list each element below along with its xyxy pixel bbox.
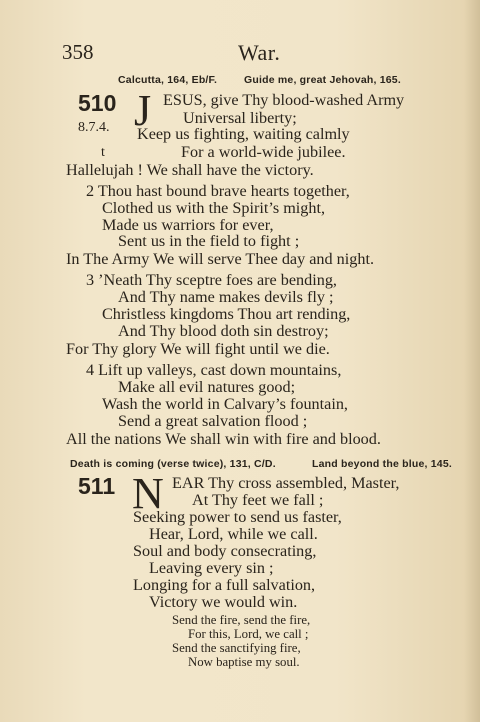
hymn-line: Wash the world in Calvary’s fountain, [102, 395, 348, 413]
meter-mark: t [101, 145, 105, 160]
running-title: War. [238, 40, 281, 65]
tune-name: Death is coming (verse twice), 131, C/D. [70, 458, 276, 470]
tune-name: Calcutta, 164, Eb/F. [118, 74, 218, 86]
hymn-line: Clothed us with the Spirit’s might, [102, 199, 326, 217]
hymn-line: Sent us in the field to fight ; [118, 232, 300, 250]
page-header [62, 40, 442, 68]
hymn-line: And Thy blood doth sin destroy; [118, 322, 329, 340]
tune-name: Land beyond the blue, 145. [312, 458, 452, 470]
hymn-line: Victory we would win. [149, 593, 298, 611]
hymn-line: Keep us fighting, waiting calmly [137, 125, 350, 143]
chorus-line: Now baptise my soul. [188, 655, 300, 669]
hymn-line: Universal liberty; [183, 109, 297, 127]
hymn-line: Christless kingdoms Thou art rending, [102, 305, 351, 323]
hymn-line: And Thy name makes devils fly ; [118, 288, 334, 306]
hymn-line: EAR Thy cross assembled, Master, [172, 474, 400, 492]
hymn-line: In The Army We will serve Thee day and night. [66, 250, 374, 268]
chorus-line: For this, Lord, we call ; [188, 627, 309, 641]
hymn-number: 510 [78, 90, 117, 116]
hymn-line: At Thy feet we fall ; [192, 491, 324, 509]
hymn-meter: 8.7.4. [78, 120, 110, 135]
hymn-line: Make all evil natures good; [118, 378, 296, 396]
hymn-line: 3 ’Neath Thy sceptre foes are bending, [86, 271, 337, 289]
hymn-number: 511 [78, 473, 116, 499]
tune-name: Guide me, great Jehovah, 165. [244, 74, 401, 86]
hymn-line: Made us warriors for ever, [102, 216, 274, 234]
chorus-line: Send the fire, send the fire, [172, 613, 311, 627]
page-number: 358 [62, 40, 94, 64]
hymn-line: 4 Lift up valleys, cast down mountains, [86, 361, 342, 379]
hymn-line: Hear, Lord, while we call. [149, 525, 318, 543]
hymn-line: Leaving every sin ; [149, 559, 274, 577]
hymn-line: ESUS, give Thy blood-washed Army [163, 91, 405, 109]
hymn-line: Soul and body consecrating, [133, 542, 317, 560]
hymn-line: Send a great salvation flood ; [118, 412, 308, 430]
hymn-line: All the nations We shall win with fire and blood. [66, 430, 381, 448]
hymn-line: For a world-wide jubilee. [181, 143, 346, 161]
drop-cap: J [134, 86, 152, 135]
hymn-line: Hallelujah ! We shall have the victory. [66, 161, 314, 179]
page-edge-shadow [464, 0, 480, 722]
drop-cap: N [132, 469, 164, 518]
hymn-line: 2 Thou hast bound brave hearts together, [86, 182, 350, 200]
hymn-line: For Thy glory We will fight until we die. [66, 340, 330, 358]
hymn-line: Longing for a full salvation, [133, 576, 316, 594]
chorus-line: Send the sanctifying fire, [172, 641, 301, 655]
hymn-line: Seeking power to send us faster, [133, 508, 342, 526]
